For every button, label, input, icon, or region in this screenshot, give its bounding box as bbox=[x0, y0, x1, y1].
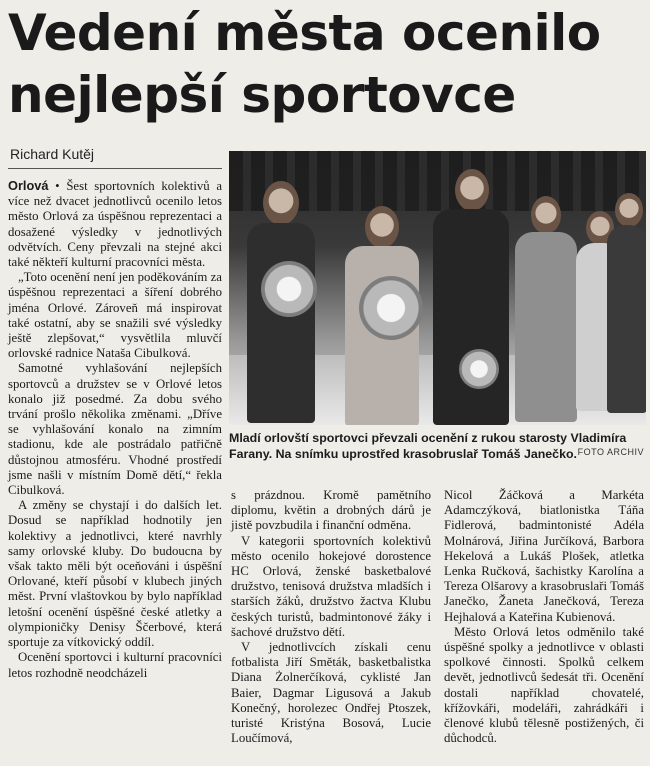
paragraph: Samotné vyhlašování nejlepších sportovců a družstev se v Orlové letos konalo již posedmé. Za dobu svého trvání prošlo několika změnami. „Dříve se vyhlašování konalo na zimním stadionu, kde ale postrádalo patřičně důstojnou atmosféru. Vhodné prostředí jsme našli v místním Domě dětí,“ řekla Cibulková. bbox=[8, 361, 222, 498]
text-column-2 bbox=[231, 488, 431, 746]
dateline: Orlová bbox=[8, 178, 49, 193]
paragraph: A změny se chystají i do dalších let. Dosud se například hodnotily jen kolektivy a jednotlivci, které navrhly samy orlovské kluby. Do budoucna by však takto měli být oceňováni i úspěšní Orlované, kteří působí v klubech jiných měst. První vlaštovkou by bylo například letošní ocenění úspěšné české atletky a olympioničky Denisy Ščerbové, která sportuje za vítkovický oddíl. bbox=[8, 498, 222, 650]
paragraph: „Toto ocenění není jen poděkováním za úspěšnou reprezentaci a šíření dobrého jména Orlové. Zároveň má inspirovat také ostatní, aby se snažili své výsledky ještě zlepšovat,“ vysvětlila mluvčí orlovské radnice Nataša Cibulková. bbox=[8, 270, 222, 361]
paragraph: V jednotlivcích získali cenu fotbalista Jiří Směták, basketbalistka Diana Żolnerčíková, cyklisté Jan Baier, Dagmar Ligusová a Jakub Konečný, horolezec Ondřej Ptoszek, turisté Kristýna Bosová, Lucie Loučímová, bbox=[231, 640, 431, 746]
paragraph: Ocenění sportovci i kulturní pracovníci letos rozhodně neodcházeli bbox=[8, 650, 222, 680]
paragraph: Město Orlová letos odměnilo také úspěšné spolky a jednotlivce v oblasti spolkové činnosti. Spolků celkem devět, jednotlivců šedesát tři. Ocenění dostali například chovatelé, křížovkáři, modeláři, zahrádkáři i členové klubů tělesně postižených, či důchodců. bbox=[444, 624, 644, 746]
paragraph: V kategorii sportovních kolektivů město ocenilo hokejové dorostence HC Orlová, ženské basketbalové družstvo, tenisová družstva mladších i starších žáků, družstvo žactva Klubu českých turistů, badmintonové žáky i šachové družstvo dětí. bbox=[231, 533, 431, 639]
photo-credit: FOTO ARCHIV bbox=[577, 447, 644, 457]
headline-line-2: nejlepší sportovce bbox=[8, 66, 516, 124]
text-column-1 bbox=[8, 178, 222, 681]
paragraph: s prázdnou. Kromě pamětního diplomu, květin a drobných dárů je jistě povzbudila i finanční odměna. bbox=[231, 488, 431, 533]
paragraph: Orlová • Šest sportovních kolektivů a více než dvacet jednotlivců ocenilo letos město Orlová za úspěšnou reprezentaci a dosažené výsledky v jednotlivých odvětvích. Ceny převzali na stejné akci také někteří kulturní pracovníci města. bbox=[8, 178, 222, 270]
photo-person bbox=[337, 206, 427, 425]
text-column-3 bbox=[444, 488, 644, 746]
headline-line-1: Vedení města ocenilo bbox=[8, 4, 601, 62]
byline: Richard Kutěj bbox=[10, 146, 95, 162]
article-photo bbox=[229, 151, 646, 425]
headline bbox=[8, 2, 648, 126]
paragraph: Nicol Žáčková a Markéta Adamczýková, biatlonistka Táňa Fidlerová, badmintonisté Adéla Molnárová, Jiřina Jurčíková, Barbora Hekelová a Lukáš Plošek, atletka Lenka Ručková, šachistky Karolína a Tereza Olšarovy a krasobruslaři Tomáš Janečko, Žaneta Janečková, Tereza Hejhalová a Kateřina Kubienová. bbox=[444, 488, 644, 624]
dateline-separator: • bbox=[48, 179, 67, 193]
photo-person bbox=[241, 181, 321, 421]
photo-person bbox=[607, 193, 646, 413]
byline-divider bbox=[8, 168, 222, 169]
photo-person bbox=[511, 196, 581, 425]
photo-person bbox=[429, 169, 513, 425]
photo-caption: Mladí orlovští sportovci převzali ocenění z rukou starosty Vladimíra Farany. Na snímku uprostřed krasobruslař Tomáš Janečko. bbox=[229, 431, 627, 461]
